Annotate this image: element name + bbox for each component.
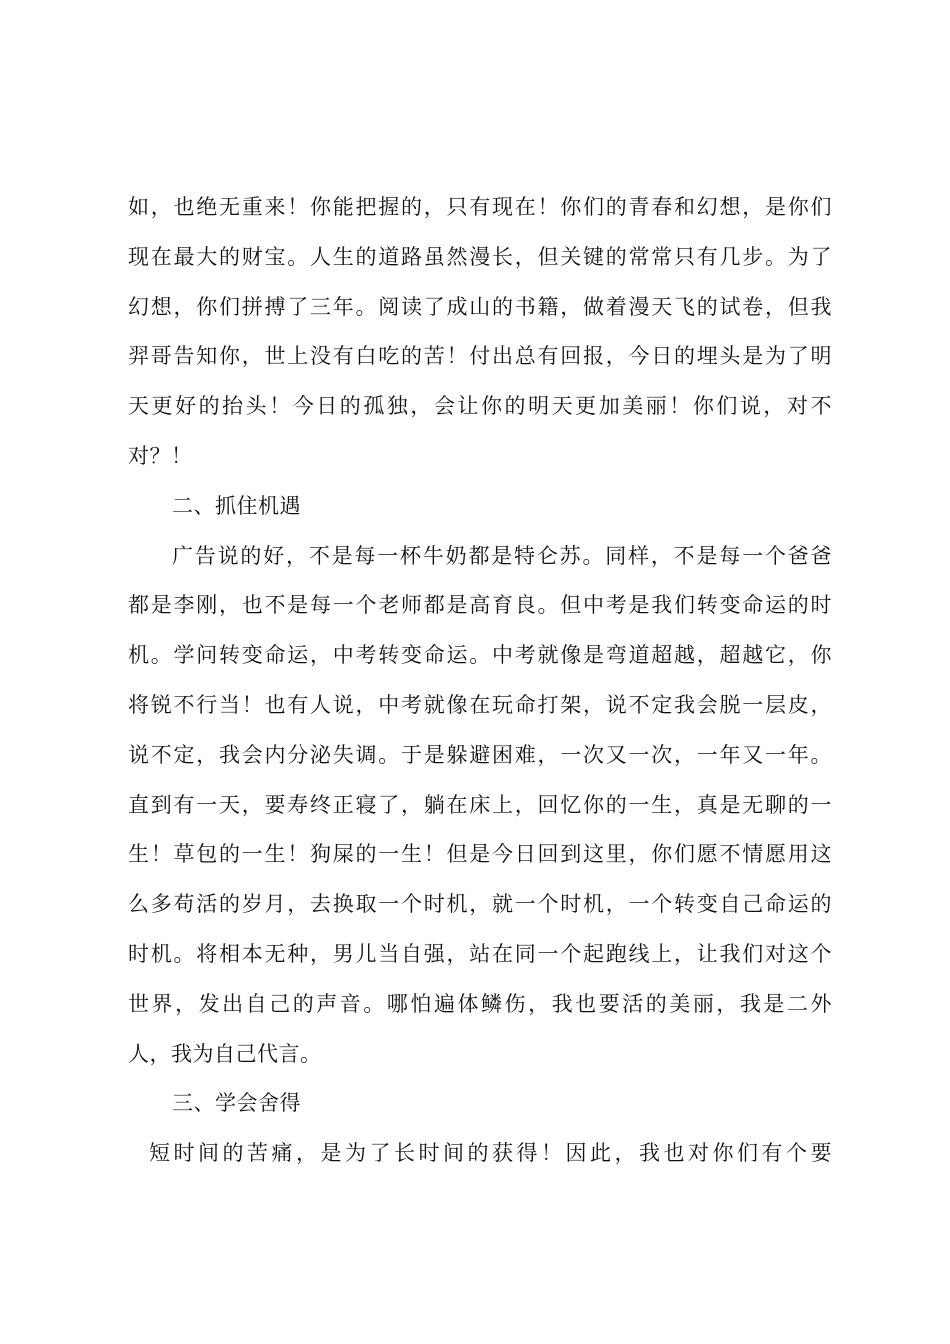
text-line: 直到有一天，要寿终正寝了，躺在床上，回忆你的一生，真是无聊的一 bbox=[128, 792, 832, 817]
text-line: 世界，发出自己的声音。哪怕遍体鳞伤，我也要活的美丽，我是二外 bbox=[128, 991, 832, 1016]
section-heading: 三、学会舍得 bbox=[172, 1091, 301, 1116]
text-line: 说不定，我会内分泌失调。于是躲避困难，一次又一次，一年又一年。 bbox=[128, 742, 832, 767]
text-line: 都是李刚，也不是每一个老师都是高育良。但中考是我们转变命运的时 bbox=[128, 593, 832, 618]
text-line: 时机。将相本无种，男儿当自强，站在同一个起跑线上，让我们对这个 bbox=[128, 941, 832, 966]
text-line: 天更好的抬头！今日的孤独，会让你的明天更加美丽！你们说，对不 bbox=[128, 394, 832, 419]
text-line: 将锐不行当！也有人说，中考就像在玩命打架，说不定我会脱一层皮， bbox=[128, 692, 832, 717]
text-line: 生！草包的一生！狗屎的一生！但是今日回到这里，你们愿不情愿用这 bbox=[128, 842, 832, 867]
text-line: 人，我为自己代言。 bbox=[128, 1041, 322, 1066]
text-line: 短时间的苦痛，是为了长时间的获得！因此，我也对你们有个要 bbox=[149, 1141, 832, 1166]
text-line: 机。学问转变命运，中考转变命运。中考就像是弯道超越，超越它，你 bbox=[128, 643, 832, 668]
text-line: 如，也绝无重来！你能把握的，只有现在！你们的青春和幻想，是你们 bbox=[128, 195, 832, 219]
text-line: 对？！ bbox=[128, 443, 193, 468]
text-line: 羿哥告知你，世上没有白吃的苦！付出总有回报，今日的埋头是为了明 bbox=[128, 344, 832, 369]
text-line: 么多苟活的岁月，去换取一个时机，就一个时机，一个转变自己命运的 bbox=[128, 892, 832, 917]
text-line: 广告说的好，不是每一杯牛奶都是特仑苏。同样，不是每一个爸爸 bbox=[172, 543, 832, 568]
text-line: 现在最大的财宝。人生的道路虽然漫长，但关键的常常只有几步。为了 bbox=[128, 244, 832, 269]
section-heading: 二、抓住机遇 bbox=[172, 493, 301, 518]
text-line: 幻想，你们拼搏了三年。阅读了成山的书籍，做着漫天飞的试卷，但我 bbox=[128, 294, 832, 319]
body-text bbox=[128, 183, 832, 1179]
